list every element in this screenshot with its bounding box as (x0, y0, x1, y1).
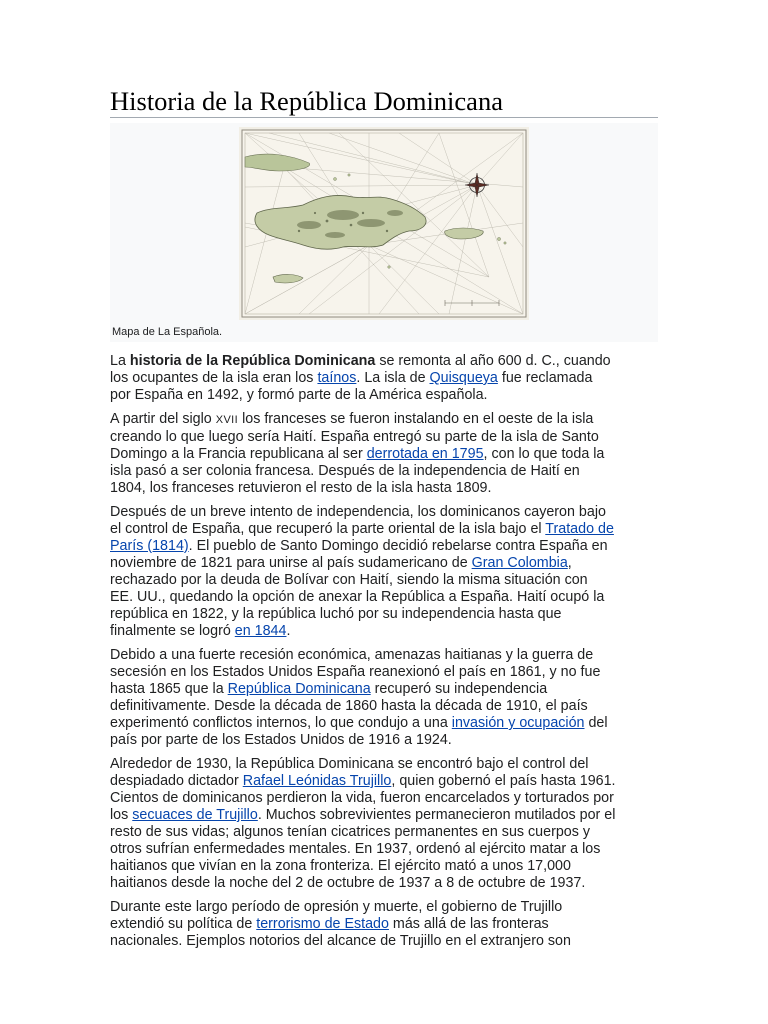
article-link[interactable]: en 1844 (234, 623, 287, 639)
text-run: , (567, 555, 572, 571)
text-run: fue reclamada (497, 370, 593, 386)
text-run: EE. UU., quedando la opción de anexar la República a España. Haití ocupó la (110, 589, 605, 605)
text-run: otros sufrían enfermedades mentales. En 1937, ordenó al ejército matar a los (110, 841, 601, 857)
text-run: hasta 1865 que la (110, 681, 228, 697)
text-line (110, 715, 658, 732)
text-run: . (286, 623, 291, 639)
text-line (110, 858, 658, 875)
small-caps-text: XVII (215, 414, 239, 426)
text-line (110, 446, 658, 463)
text-run: los franceses se fueron instalando en el oeste de la isla (238, 411, 594, 427)
text-line (110, 841, 658, 858)
text-run: Alrededor de 1930, la República Dominicana se encontró bajo el control del (110, 756, 589, 772)
text-line (110, 664, 658, 681)
text-line (110, 387, 658, 404)
text-line (110, 623, 658, 640)
text-run: . Muchos sobrevivientes permanecieron mutilados por el (257, 807, 616, 823)
text-run: noviembre de 1821 para unirse al país sudamericano de (110, 555, 472, 571)
paragraph (110, 411, 658, 497)
text-run: recuperó su independencia (370, 681, 548, 697)
text-line (110, 933, 658, 950)
title-divider (110, 117, 658, 118)
article-link[interactable]: terrorismo de Estado (256, 916, 389, 932)
text-line (110, 756, 658, 773)
text-line (110, 353, 658, 370)
text-run: , con lo que toda la (483, 446, 605, 462)
text-line (110, 681, 658, 698)
text-line (110, 538, 658, 555)
paragraph (110, 647, 658, 749)
text-run: haitianos desde la noche del 2 de octubre de 1937 a 8 de octubre de 1937. (110, 875, 586, 891)
text-line (110, 875, 658, 892)
text-run: Después de un breve intento de independencia, los dominicanos cayeron bajo (110, 504, 606, 520)
text-run: , quien gobernó el país hasta 1961. (391, 773, 616, 789)
article-link[interactable]: derrotada en 1795 (366, 446, 484, 462)
text-run: los ocupantes de la isla eran los (110, 370, 318, 386)
text-line (110, 606, 658, 623)
text-run: nacionales. Ejemplos notorios del alcance de Trujillo en el extranjero son (110, 933, 571, 949)
text-run: Durante este largo período de opresión y muerte, el gobierno de Trujillo (110, 899, 563, 915)
article-body (110, 353, 658, 950)
article-content (110, 0, 658, 950)
text-line (110, 807, 658, 824)
map-figure (110, 123, 658, 342)
text-line (110, 555, 658, 572)
text-run: . La isla de (356, 370, 430, 386)
text-run: isla pasó a ser colonia francesa. Después de la independencia de Haití en (110, 463, 580, 479)
text-run: se remonta al año 600 d. C., cuando (375, 353, 611, 369)
paragraph (110, 899, 658, 950)
bold-term: historia de la República Dominicana (129, 353, 376, 369)
text-line (110, 411, 658, 429)
text-run: Cientos de dominicanos perdieron la vida, fueron encarcelados y torturados por (110, 790, 614, 806)
text-line (110, 790, 658, 807)
text-line (110, 521, 658, 538)
text-run: los (110, 807, 133, 823)
article-link[interactable]: París (1814) (110, 538, 189, 554)
text-run: secesión en los Estados Unidos España reanexionó el país en 1861, y no fue (110, 664, 601, 680)
figure-caption: Mapa de La Española. (112, 326, 223, 338)
text-line (110, 480, 658, 497)
text-run: rechazado por la deuda de Bolívar con Haití, siendo la misma situación con (110, 572, 588, 588)
text-line (110, 824, 658, 841)
text-run: república en 1822, y la república luchó por su independencia hasta que (110, 606, 562, 622)
paragraph (110, 756, 658, 892)
text-line (110, 589, 658, 606)
text-line (110, 504, 658, 521)
text-run: 1804, los franceses retuvieron el resto de la isla hasta 1809. (110, 480, 492, 496)
text-run: el control de España, que recuperó la parte oriental de la isla bajo el (110, 521, 546, 537)
text-run: más allá de las fronteras (388, 916, 549, 932)
text-run: experimentó conflictos internos, lo que condujo a una (110, 715, 452, 731)
map-image[interactable] (239, 127, 529, 320)
paragraph (110, 504, 658, 640)
article-link[interactable]: Quisqueya (429, 370, 498, 386)
text-run: extendió su política de (110, 916, 257, 932)
text-line (110, 773, 658, 790)
text-line (110, 899, 658, 916)
article-link[interactable]: Tratado de (545, 521, 614, 537)
text-run: definitivamente. Desde la década de 1860 hasta la década de 1910, el país (110, 698, 588, 714)
article-link[interactable]: taínos (317, 370, 357, 386)
text-line (110, 916, 658, 933)
text-run: haitianos que vivían en la zona fronteriza. El ejército mató a unos 17,000 (110, 858, 571, 874)
text-run: creando lo que luego sería Haití. España entregó su parte de la isla de Santo (110, 429, 599, 445)
text-run: finalmente se logró (110, 623, 235, 639)
text-run: La (110, 353, 130, 369)
article-link[interactable]: Rafael Leónidas Trujillo (242, 773, 392, 789)
article-link[interactable]: secuaces de Trujillo (132, 807, 258, 823)
text-line (110, 429, 658, 446)
text-run: despiadado dictador (110, 773, 243, 789)
article-link[interactable]: Gran Colombia (471, 555, 568, 571)
article-link[interactable]: invasión y ocupación (451, 715, 585, 731)
article-link[interactable]: República Dominicana (227, 681, 371, 697)
text-run: Domingo a la Francia republicana al ser (110, 446, 367, 462)
text-line (110, 370, 658, 387)
paragraph (110, 353, 658, 404)
text-run: país por parte de los Estados Unidos de 1916 a 1924. (110, 732, 452, 748)
text-run: por España en 1492, y formó parte de la América española. (110, 387, 488, 403)
text-run: Debido a una fuerte recesión económica, amenazas haitianas y la guerra de (110, 647, 594, 663)
text-run: . El pueblo de Santo Domingo decidió rebelarse contra España en (188, 538, 608, 554)
text-line (110, 647, 658, 664)
text-line (110, 463, 658, 480)
text-line (110, 698, 658, 715)
text-line (110, 732, 658, 749)
text-run: A partir del siglo (110, 411, 216, 427)
text-run: del (584, 715, 608, 731)
text-run: resto de sus vidas; algunos tenían cicatrices permanentes en sus cuerpos y (110, 824, 590, 840)
page-title: Historia de la República Dominicana (110, 86, 503, 116)
text-line (110, 572, 658, 589)
